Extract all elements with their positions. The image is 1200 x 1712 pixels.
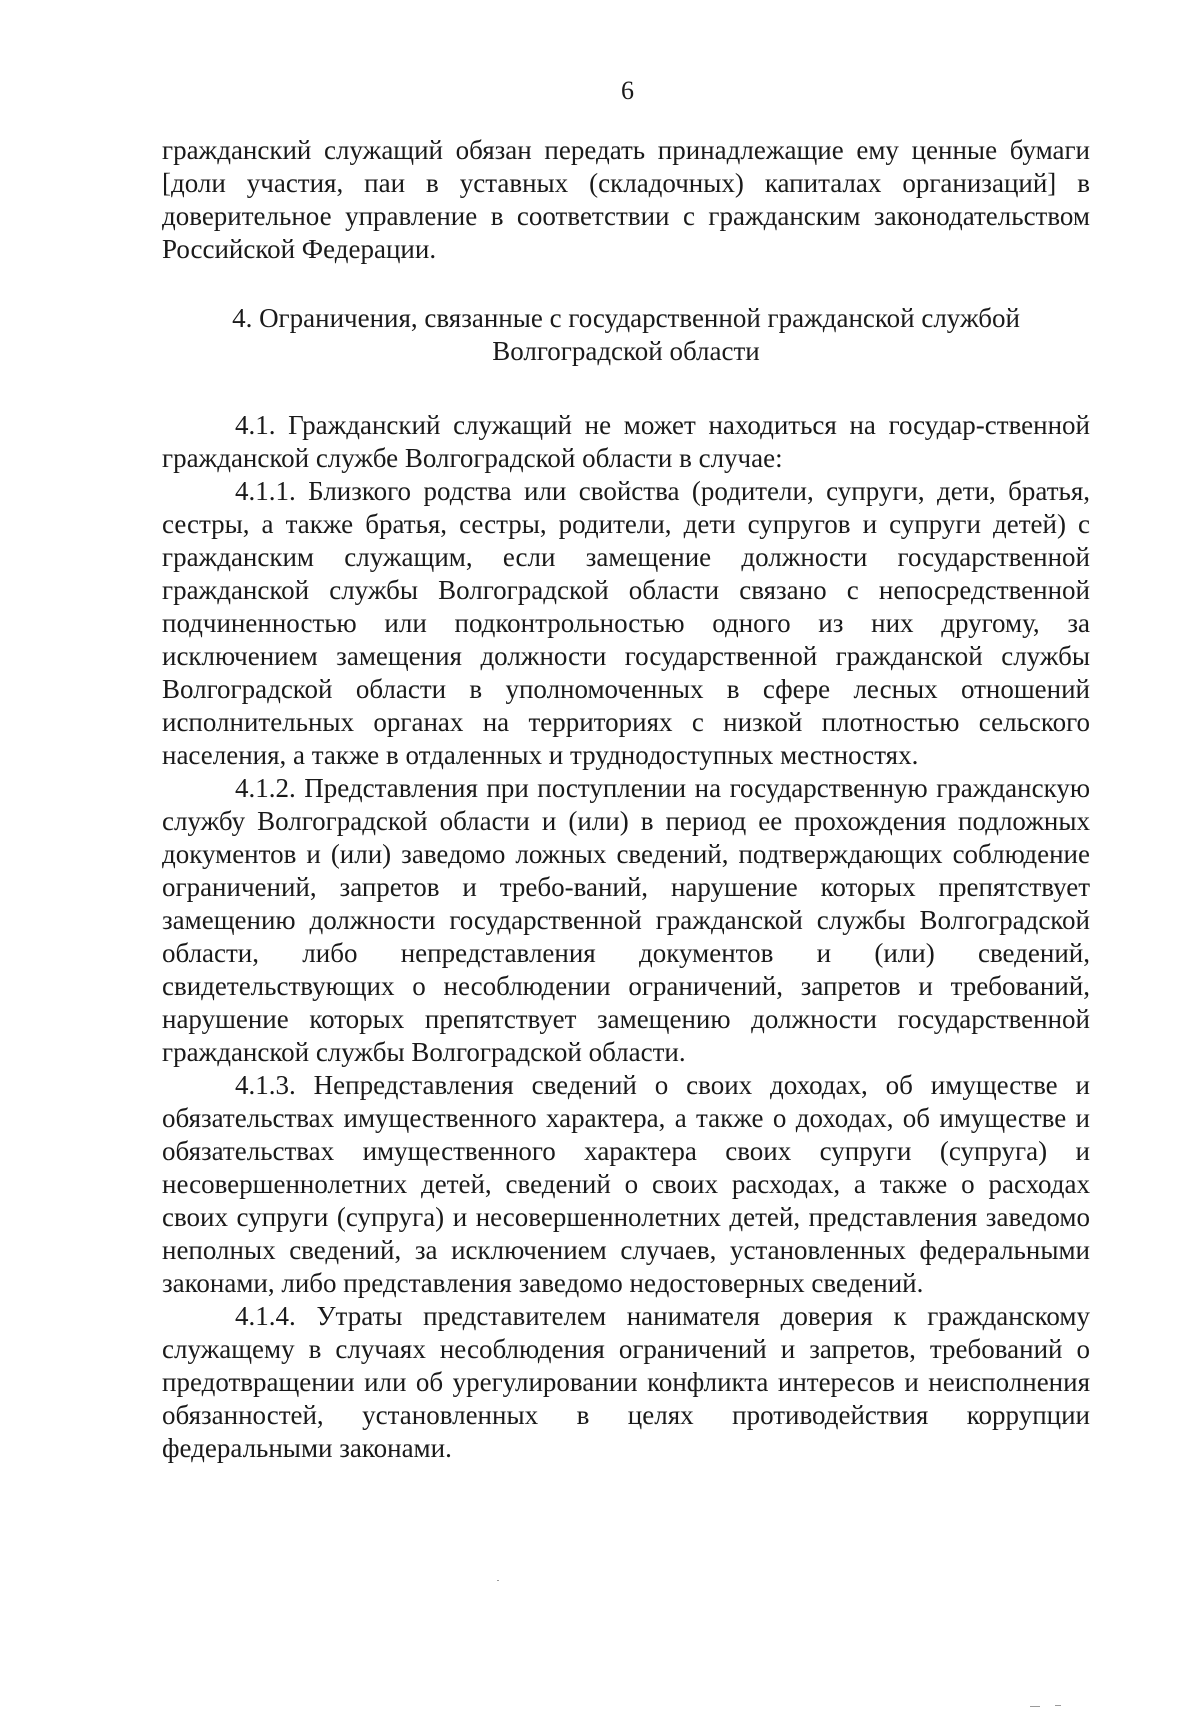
paragraph-4-1-4: 4.1.4. Утраты представителем нанимателя доверия к гражданскому служащему в случаях несоблюдения ограничений и запретов, требований о предотвращении или об урегулировании конфликта интересов и неисполнения обязанностей, установленных в целях противодействия коррупции федеральными законами. xyxy=(162,1301,1090,1463)
section-heading xyxy=(162,302,1090,368)
paragraph-4-1-1: 4.1.1. Близкого родства или свойства (родители, супруги, дети, братья, сестры, а также братья, сестры, родители, дети супругов и супруги детей) с гражданским служащим, если замещение должности государственной гражданской службы Волгоградской области связано с непосредственной подчиненностью или подконтрольностью одного из них другому, за исключением замещения должности государственной гражданской службы Волгоградской области в уполномоченных в сфере лесных отношений исполнительных органах на территориях с низкой плотностью сельского населения, а также в отдаленных и труднодоступных местностях. xyxy=(162,476,1090,770)
scan-speck xyxy=(497,1580,499,1581)
paragraph-4-1-3: 4.1.3. Непредставления сведений о своих доходах, об имуществе и обязательствах имущественного характера, а также о доходах, об имуществе и обязательствах имущественного характера своих супруги (супруга) и несовершеннолетних детей, сведений о своих расходах, а также о расходах своих супруги (супруга) и несовершеннолетних детей, представления заведомо неполных сведений, за исключением случаев, установленных федеральными законами, либо представления заведомо недостоверных сведений. xyxy=(162,1070,1090,1298)
section-heading-line-1: 4. Ограничения, связанные с государственной гражданской службой xyxy=(232,303,1020,333)
section-heading-line-2: Волгоградской области xyxy=(492,336,760,366)
document-body xyxy=(162,134,1090,1465)
paragraph-4-1-2: 4.1.2. Представления при поступлении на государственную гражданскую службу Волгоградской области и (или) в период ее прохождения подложных документов и (или) заведомо ложных сведений, подтверждающих соблюдение ограничений, запретов и требо-ваний, нарушение которых препятствует замещению должности государственной гражданской службы Волгоградской области, либо непредставления документов и (или) сведений, свидетельствующих о несоблюдении ограничений, запретов и требований, нарушение которых препятствует замещению должности государственной гражданской службы Волгоградской области. xyxy=(162,773,1090,1067)
scan-speck xyxy=(1030,1706,1040,1707)
scan-speck xyxy=(1055,1705,1061,1706)
page-number: 6 xyxy=(621,76,634,105)
paragraph-4-1: 4.1. Гражданский служащий не может находиться на государ-ственной гражданской службе Волгоградской области в случае: xyxy=(162,410,1090,473)
paragraph-intro: гражданский служащий обязан передать принадлежащие ему ценные бумаги [доли участия, паи в уставных (складочных) капиталах организаций] в доверительное управление в соответствии с гражданским законодательством Российской Федерации. xyxy=(162,135,1090,264)
